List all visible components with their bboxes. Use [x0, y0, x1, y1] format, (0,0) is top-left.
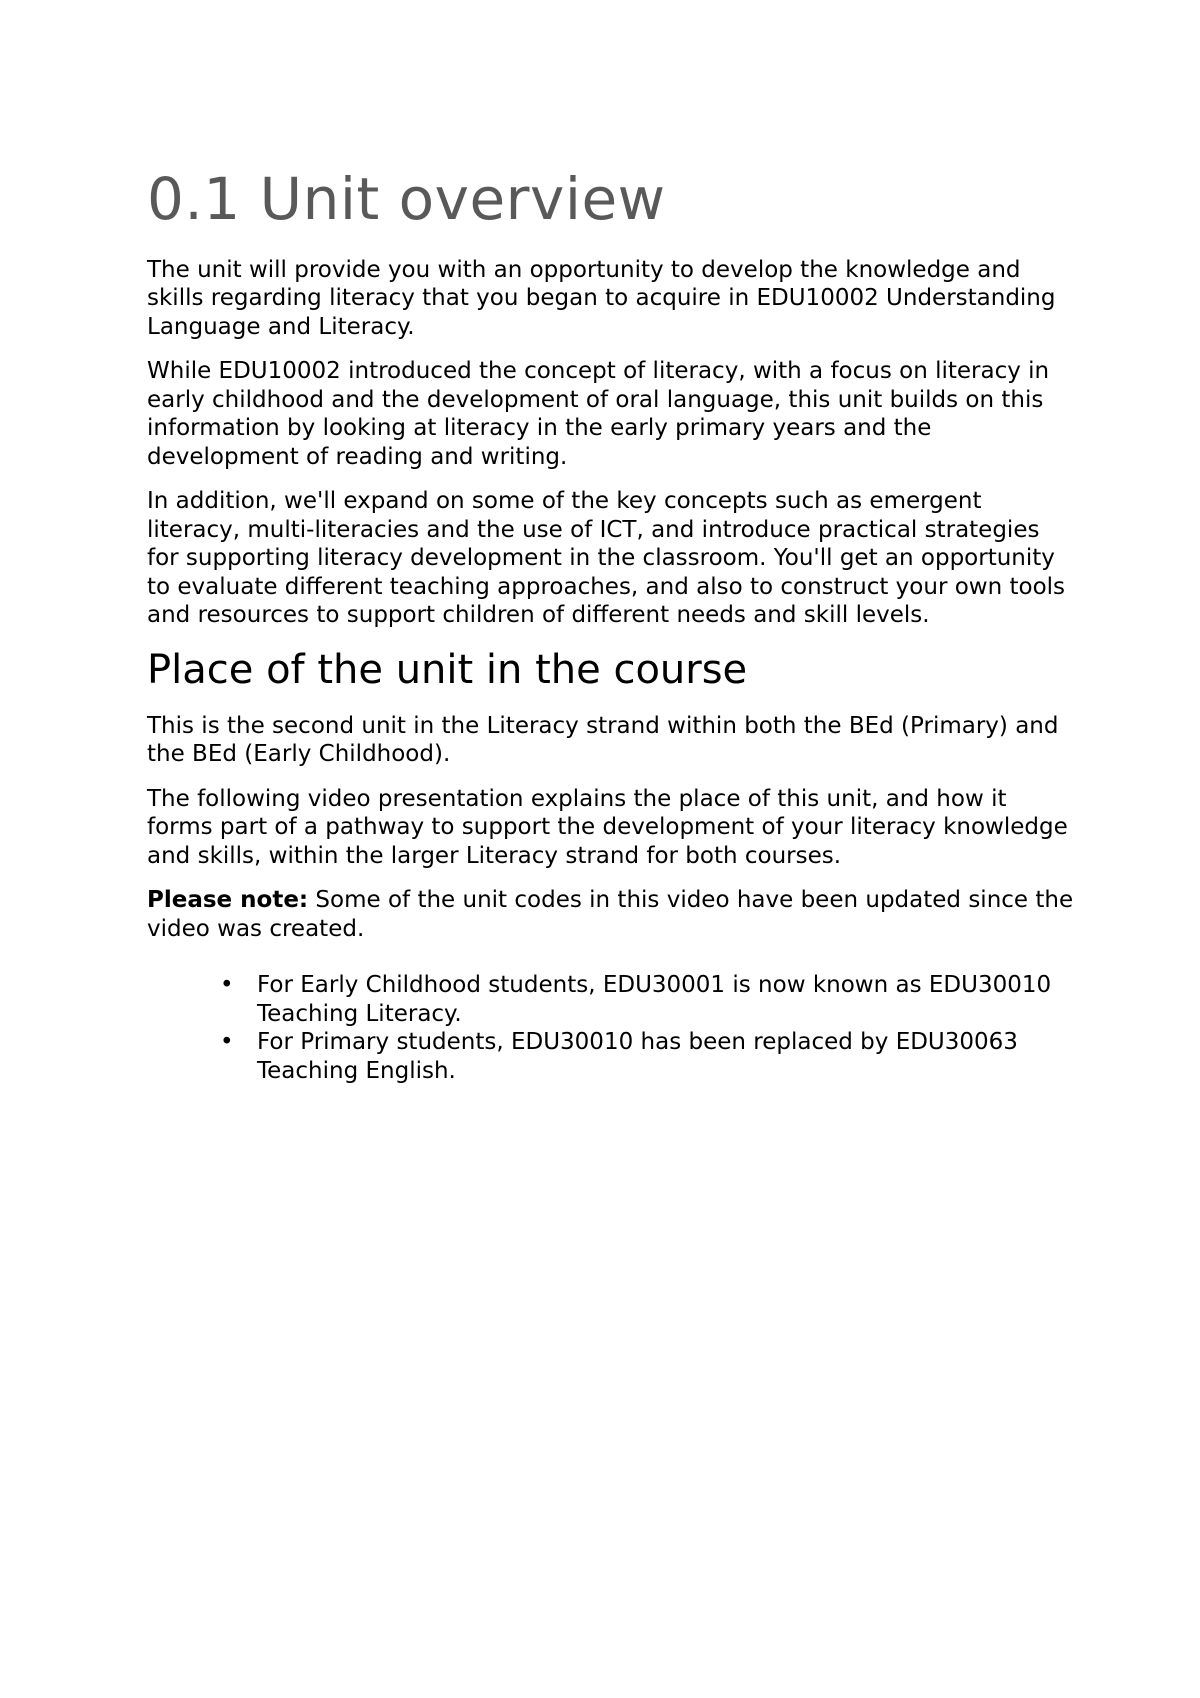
list-item-text: For Early Childhood students, EDU30001 is now known as EDU30010 Teaching Literacy.	[257, 972, 1052, 1027]
intro-paragraph-2: While EDU10002 introduced the concept of literacy, with a focus on literacy in early childhood and the development of oral language, this unit builds on this information by looking at literacy in the early primary years and the development of reading and writing.	[147, 358, 1050, 470]
list-item-text: For Primary students, EDU30010 has been replaced by EDU30063 Teaching English.	[257, 1029, 1018, 1084]
document-page	[147, 165, 1077, 1085]
bullet-icon: •	[220, 972, 234, 999]
note-paragraph	[147, 886, 1077, 943]
note-text: Some of the unit codes in this video have been updated since the video was created.	[147, 887, 1074, 942]
section-paragraph-2: The following video presentation explains the place of this unit, and how it forms part of a pathway to support the development of your literacy knowledge and skills, within the larger Literacy strand for both courses.	[147, 785, 1068, 869]
page-title: 0.1 Unit overview	[147, 165, 666, 233]
update-list	[147, 971, 1077, 1085]
section-paragraph-1: This is the second unit in the Literacy strand within both the BEd (Primary) and the BEd (Early Childhood).	[147, 712, 1059, 768]
intro-paragraph-1: The unit will provide you with an opportunity to develop the knowledge and skills regarding literacy that you began to acquire in EDU10002 Understanding Language and Literacy.	[147, 256, 1056, 340]
list-item	[220, 1028, 1077, 1085]
section-heading: Place of the unit in the course	[147, 646, 748, 693]
bullet-icon: •	[220, 1029, 234, 1056]
intro-paragraph-3: In addition, we'll expand on some of the key concepts such as emergent literacy, multi-literacies and the use of ICT, and introduce practical strategies for supporting literacy development in the classroom. You'll get an opportunity to evaluate different teaching approaches, and also to construct your own tools and resources to support children of different needs and skill levels.	[147, 488, 1066, 629]
list-item	[220, 971, 1077, 1028]
note-label: Please note:	[147, 887, 309, 914]
